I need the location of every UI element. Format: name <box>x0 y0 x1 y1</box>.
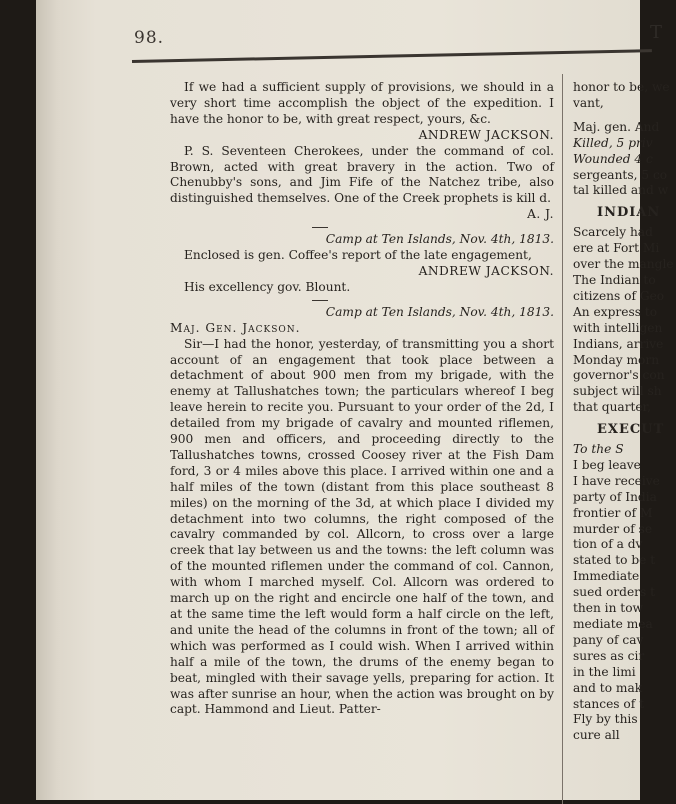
dateline-1: Camp at Ten Islands, Nov. 4th, 1813. <box>325 232 554 247</box>
enclosure-text: Enclosed is gen. Coffee's report of the late engagement, <box>184 248 532 263</box>
right-column-line: honor to be, we <box>573 80 670 94</box>
right-column-line: in the limi <box>573 664 636 679</box>
right-column-line: sures as cir <box>573 648 645 663</box>
page-number: 98. <box>134 28 165 48</box>
right-column-line: I have receive <box>573 473 660 488</box>
dateline-2: Camp at Ten Islands, Nov. 4th, 1813. <box>325 304 554 319</box>
running-head: T <box>650 22 663 43</box>
newspaper-page <box>36 0 674 800</box>
right-column-line: with intelligen <box>573 320 663 335</box>
right-column-line: An express to <box>573 304 658 319</box>
postscript: P. S. Seventeen Cherokees, under the command of col. Brown, acted with great bravery in the action. Two of Chenubby's sons, and Jim Fife of the Natchez tribe, also distinguished themselves. One of the Creek prophets is kill d. <box>170 143 554 206</box>
right-column-line: murder of se <box>573 521 653 536</box>
right-column-line: and to mak <box>573 680 643 695</box>
right-column-line: that quarter, <box>573 400 651 415</box>
right-column-line: ere at Fort Mi <box>573 241 660 256</box>
enclosure-signature: ANDREW JACKSON. <box>418 263 554 278</box>
right-column-line: I beg leave <box>573 457 641 472</box>
right-column-line: Fly by this <box>573 712 638 727</box>
right-column-line: party of India <box>573 489 657 504</box>
right-column-line: vant, <box>573 95 604 110</box>
right-column-line: over the mangle <box>573 257 674 272</box>
header-rule <box>132 49 652 63</box>
right-column-line: To the S <box>573 442 624 457</box>
postscript-initials: A. J. <box>527 207 554 222</box>
heading-indian: INDIAN <box>597 205 661 221</box>
right-column-line: sued orders t <box>573 585 656 600</box>
right-column-line: Maj. gen. And <box>573 119 660 134</box>
right-lines-b <box>573 120 676 200</box>
right-column-line: Killed, 5 priv <box>573 135 653 150</box>
right-column-line: The Indian to <box>573 272 656 287</box>
right-column-line: subject will sh <box>573 384 662 399</box>
right-lines-a <box>573 80 676 112</box>
salutation: Maj. Gen. Jackson. <box>170 320 301 335</box>
right-column-line: frontier of M <box>573 505 653 520</box>
right-column-line: cure all <box>573 728 620 743</box>
right-column-line: stated to be t <box>573 553 656 568</box>
heading-executive: EXECUT <box>597 422 665 438</box>
letter1-text: If we had a sufficient supply of provisions, we should in a very short time accomplish the object of the expedition. I have the honor to be, with great respect, yours, &c. <box>170 80 554 126</box>
right-column-line: citizens of Geo <box>573 288 665 303</box>
right-column-line: Scarcely had <box>573 225 653 240</box>
main-column <box>170 80 554 718</box>
addressee: His excellency gov. Blount. <box>184 279 351 294</box>
report-text: Sir—I had the honor, yesterday, of transmitting you a short account of an engagement that took place between a detachment of about 900 men from my brigade, with the enemy at Tallushatches town; the particulars whereof I beg leave herein to recite you. Pursuant to your order of the 2d, I detailed from my brigade of cavalry and mounted riflemen, 900 men and officers, and proceeding directly to the Tallushatches towns, crossed Coosey river at the Fish Dam ford, 3 or 4 miles above this place. I arrived within one and a half miles of the town (distant from this place southeast 8 miles) on the morning of the 3d, at which place I divided my detachment into two columns, the right composed of the cavalry commanded by col. Allcorn, to cross over a large creek that lay between us and the towns: the left column was of the mounted riflemen under the command of col. Cannon, with whom I marched myself. Col. Allcorn was ordered to march up on the right and encircle one half of the town, and at the same time the left would form a half circle on the left, and unite the head of the columns in front of the town; all of which was performed as I could wish. When I arrived within half a mile of the town, the drums of the enemy began to beat, mingled with their savage yells, preparing for action. It was after sunrise an hour, when the action was brought on by capt. Hammond and Lieut. Patter- <box>170 336 554 717</box>
right-column-line: Wounded 4 c <box>573 151 653 166</box>
column-rule <box>562 74 563 804</box>
right-column-line: pany of cav <box>573 632 644 647</box>
right-lines-c <box>573 225 676 416</box>
right-column-line: tal killed and w <box>573 183 669 198</box>
right-column-line: mediate mea <box>573 617 653 631</box>
right-lines-d <box>573 442 676 744</box>
right-column-line: Indians, arrive <box>573 336 664 351</box>
right-column-line: sergeants, 5 co <box>573 167 668 182</box>
right-column-line: then in tow <box>573 601 643 616</box>
right-column-line: Immediate <box>573 569 640 584</box>
right-column-line: tion of a dv <box>573 537 643 552</box>
right-column <box>573 80 676 744</box>
right-column-line: Monday morn <box>573 352 660 367</box>
right-column-line: governor's con <box>573 368 665 383</box>
section-dash <box>312 227 328 228</box>
letter1-signature: ANDREW JACKSON. <box>418 127 554 142</box>
right-column-line: stances of t <box>573 696 645 711</box>
section-dash <box>312 300 328 301</box>
